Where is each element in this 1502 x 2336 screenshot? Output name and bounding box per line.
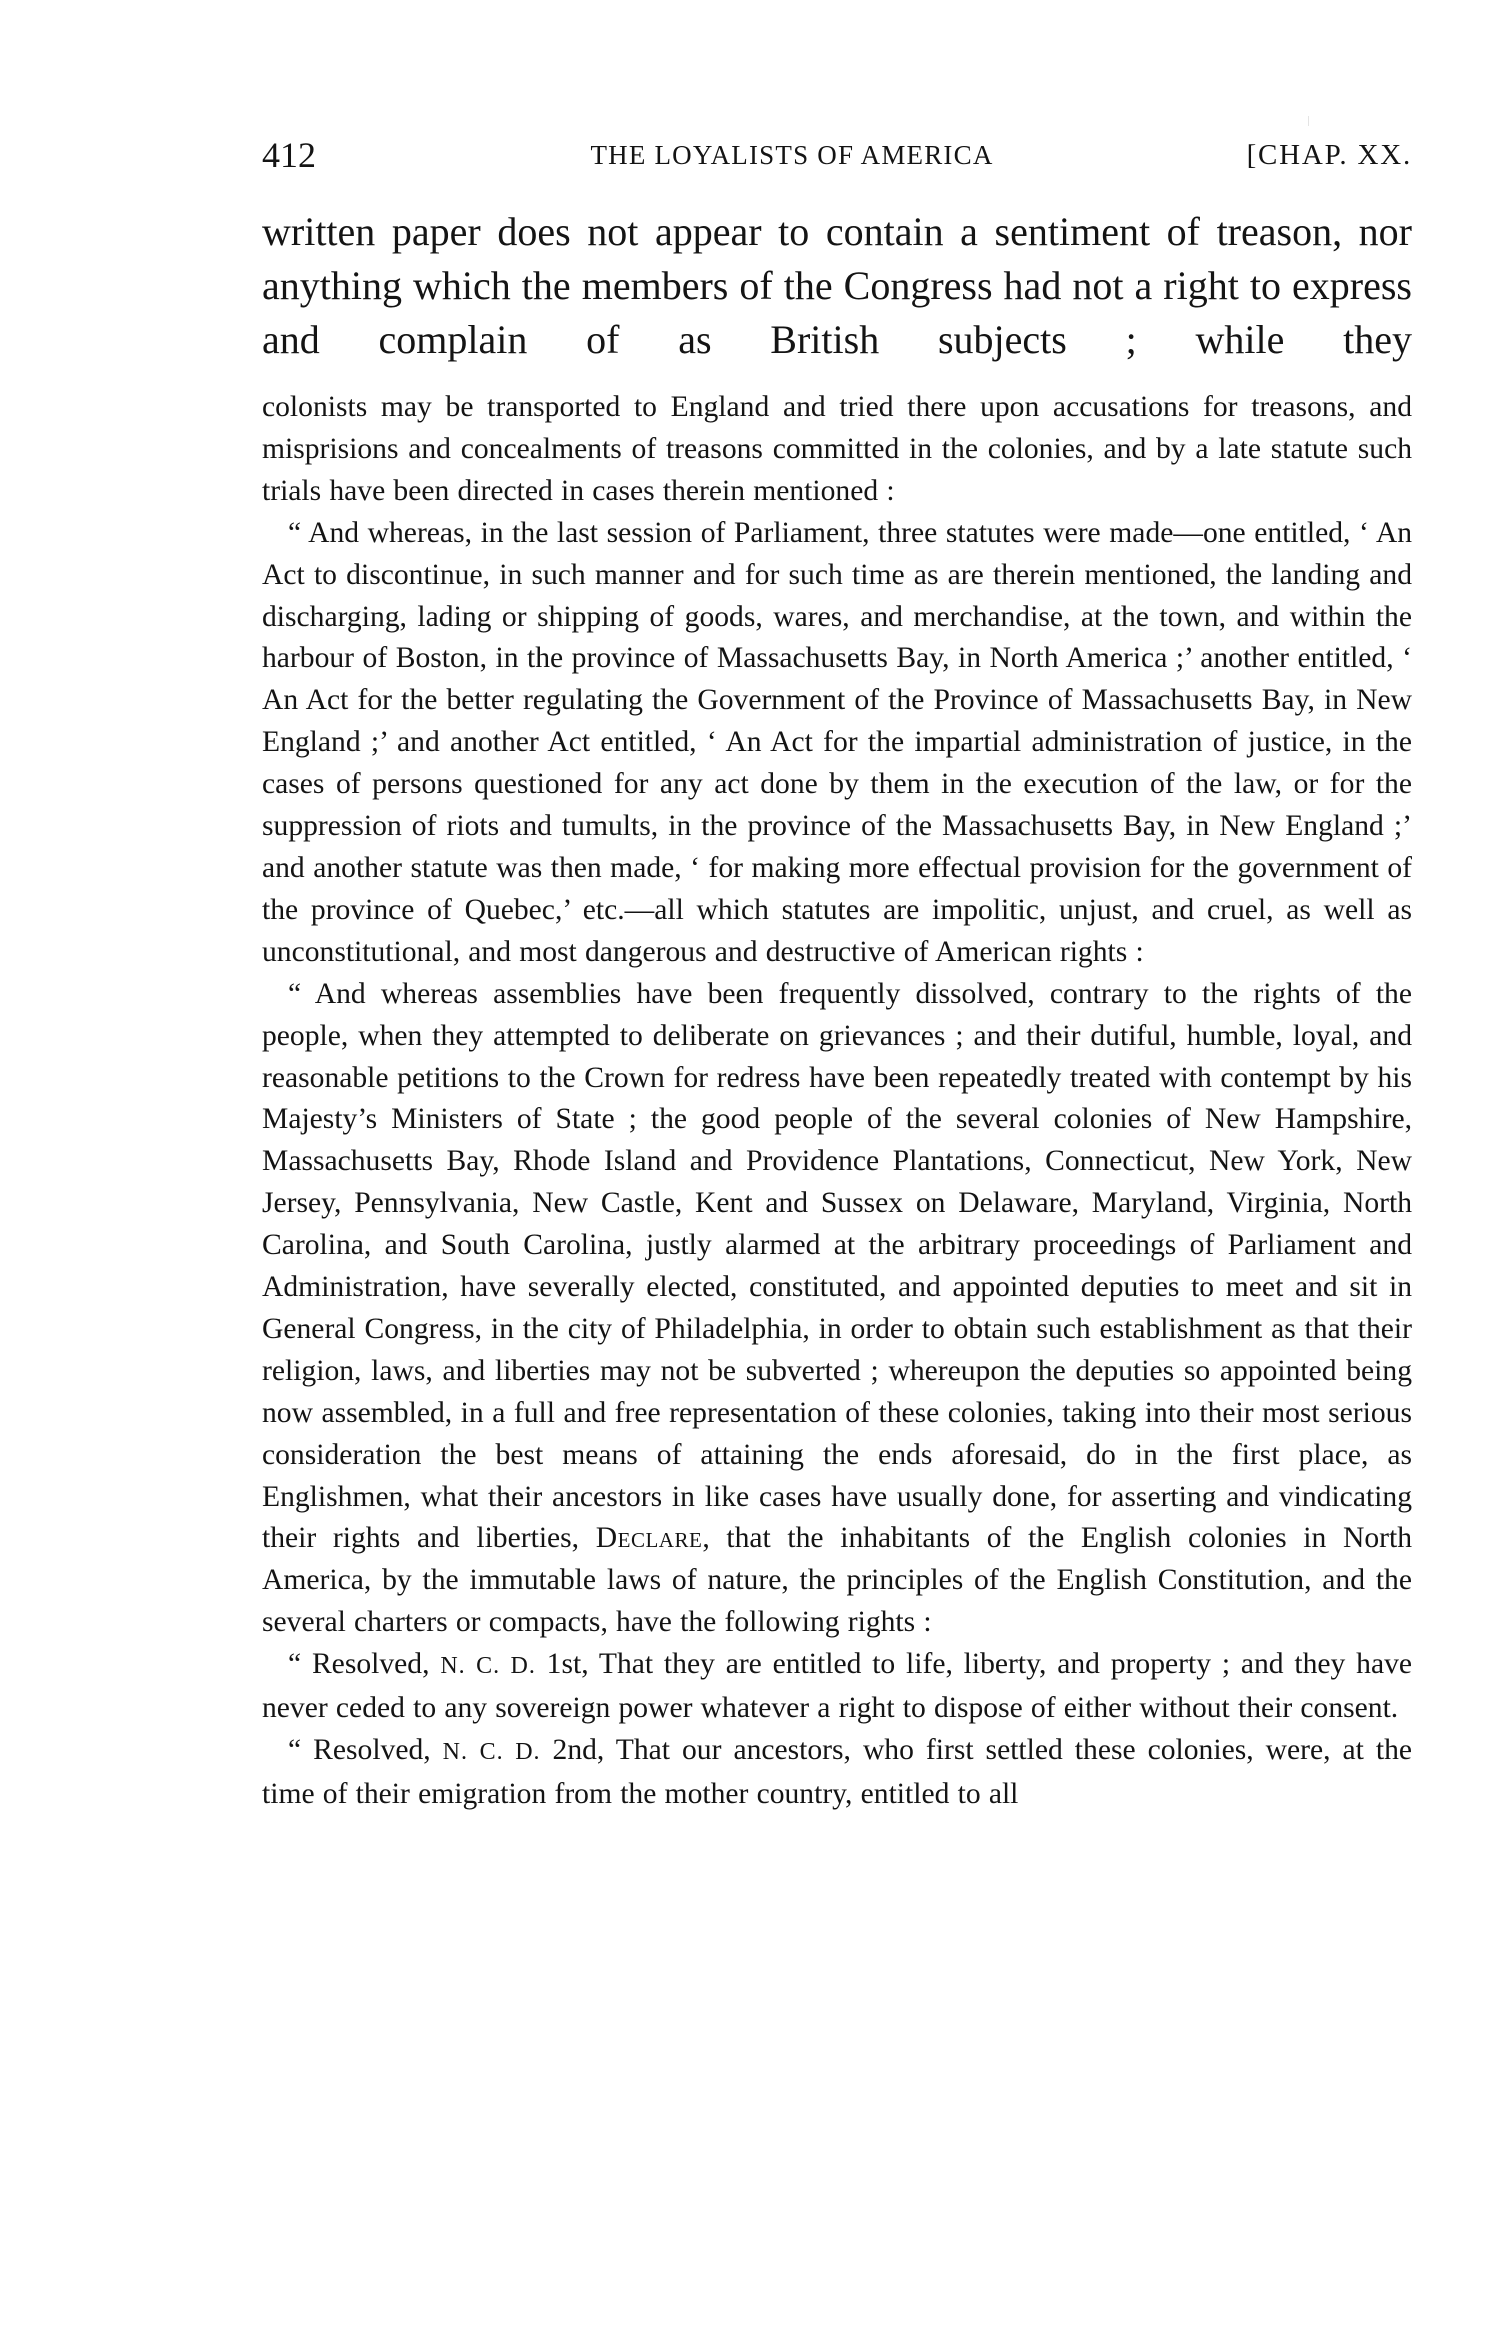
running-head [262, 130, 1412, 180]
resolution-text: 1st, That they are entitled to life, liberty, and property ; and they have never ceded to any sovereign power whatever a right to dispose of either without their consent. [262, 1648, 1413, 1725]
resolution-second [262, 1730, 1412, 1816]
resolution-lead: “ Resolved, [288, 1648, 430, 1681]
resolution-text: 2nd, That our ancestors, who first settled these colonies, were, at the time of their emigration from the mother country, entitled to all [262, 1734, 1412, 1810]
resolution-first [262, 1644, 1412, 1730]
page-number: 412 [262, 135, 316, 175]
scan-mark [1308, 116, 1309, 126]
declare-word: Declare [595, 1522, 703, 1555]
note-paragraph-assemblies [262, 974, 1412, 1645]
resolution-marker: N. C. D. [440, 1653, 536, 1680]
chapter-label: [CHAP. XX. [1246, 139, 1412, 171]
resolution-lead: “ Resolved, [288, 1734, 431, 1766]
assemblies-text-after: , that the inhabitants of the English colonies in North America, by the immutable laws of nature, the principles of the English Constitution, and the several charters or compacts, have the following rights : [262, 1522, 1412, 1639]
note-paragraph-statutes: “ And whereas, in the last session of Parliament, three statutes were made—one entitled, ‘ An Act to discontinue, in such manner and for such time as are therein mentioned, the landing and discharging, lading or shipping of goods, wares, and merchandise, at the town, and within the harbour of Boston, in the province of Massachusetts Bay, in North America ;’ another entitled, ‘ An Act for the better regulating the Government of the Province of Massachusetts Bay, in New England ;’ and another Act entitled, ‘ An Act for the impartial administration of justice, in the cases of persons questioned for any act done by them in the execution of the law, or for the suppression of riots and tumults, in the province of the Massachusetts Bay, in New England ;’ and another statute was then made, ‘ for making more effectual provision for the government of the province of Quebec,’ etc.—all which statutes are impolitic, unjust, and cruel, as well as unconstitutional, and most dangerous and destructive of American rights : [262, 516, 1412, 968]
continued-main-text: written paper does not appear to contain a sentiment of treason, nor anything which the members of the Congress had not a right to express and complain of as British subjects ; while they [262, 209, 1412, 362]
note-paragraph-colonists: colonists may be transported to England and tried there upon accusations for treasons, and misprisions and concealments of treasons committed in the colonies, and by a late statute such trials have been directed in cases therein mentioned : [262, 391, 1412, 507]
quoted-resolution-block [262, 387, 1412, 1816]
assemblies-text: “ And whereas assemblies have been frequently dissolved, contrary to the rights of the people, when they attempted to deliberate on grievances ; and their dutiful, humble, loyal, and reasonable petitions to the Crown for redress have been repeatedly treated with contempt by his Majesty’s Ministers of State ; the good people of the several colonies of New Hampshire, Massachusetts Bay, Rhode Island and Providence Plantations, Connecticut, New York, New Jersey, Pennsylvania, New Castle, Kent and Sussex on Delaware, Maryland, Virginia, North Carolina, and South Carolina, justly alarmed at the arbitrary proceedings of Parliament and Administration, have severally elected, constituted, and appointed deputies to meet and sit in General Congress, in the city of Philadelphia, in order to obtain such establishment as that their religion, laws, and liberties may not be subverted ; whereupon the deputies so appointed being now assembled, in a full and free representation of these colonies, taking into their most serious consideration the best means of attaining the ends aforesaid, do in the first place, as Englishmen, what their ancestors in like cases have usually done, for asserting and vindicating their rights and liberties, [262, 977, 1412, 1555]
resolution-marker: N. C. D. [442, 1739, 541, 1765]
running-title: THE LOYALISTS OF AMERICA [590, 140, 994, 170]
